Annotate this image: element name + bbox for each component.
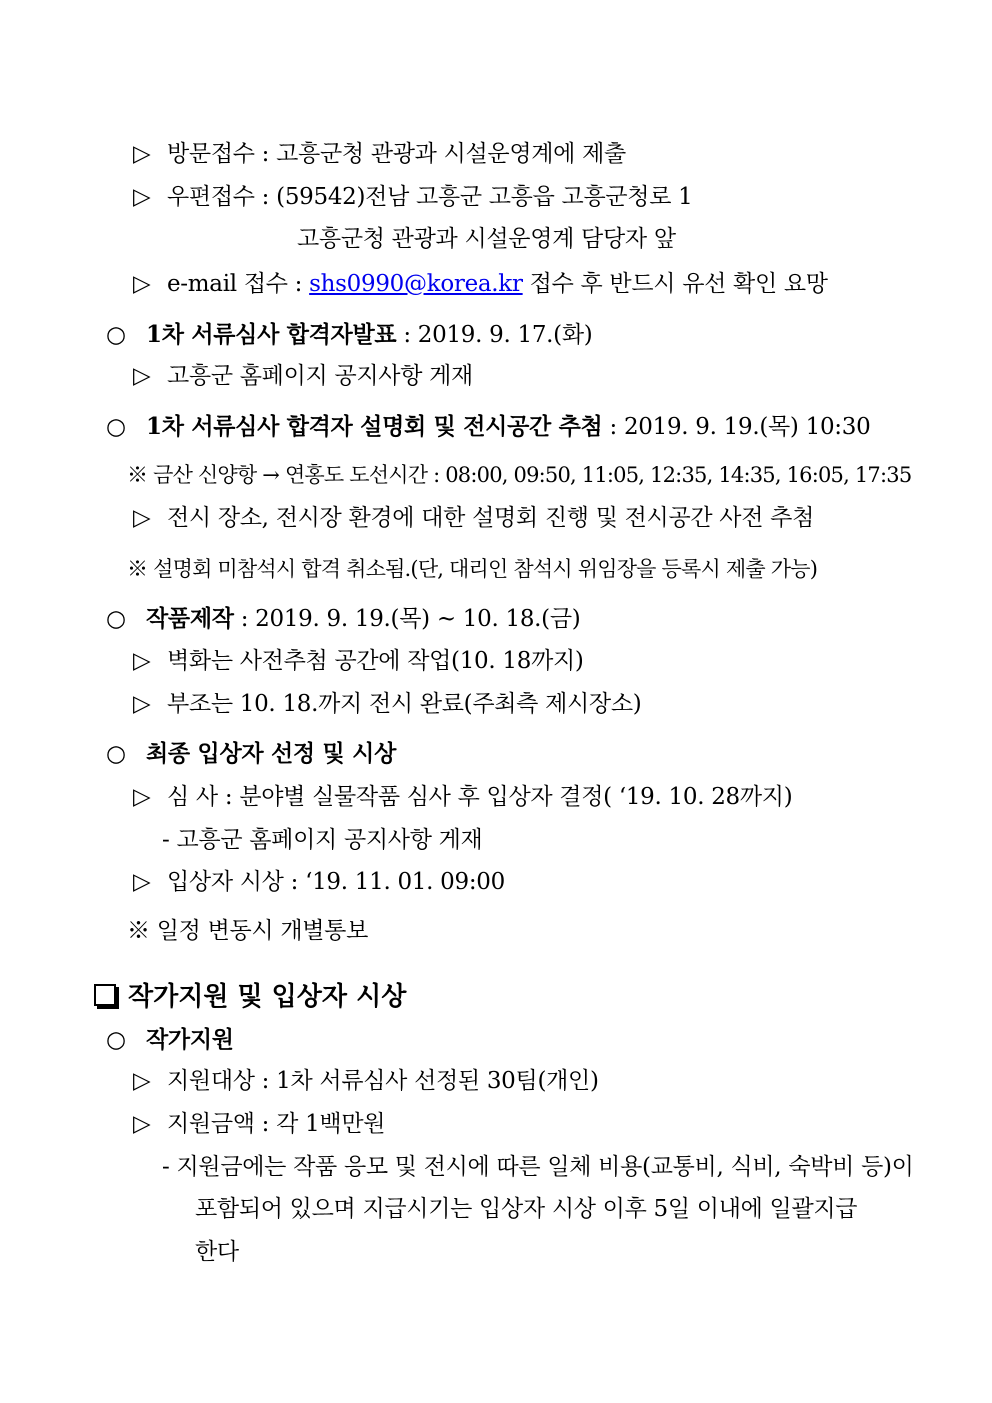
email-link[interactable]: shs0990@korea.kr: [309, 271, 523, 297]
support-amount-text: 지원금액 : 각 1백만원: [167, 1111, 386, 1137]
circle-bullet-icon: ○: [106, 741, 126, 767]
review-text: 심 사 : 분야별 실물작품 심사 후 입상자 결정( ‘19. 10. 28까지): [167, 784, 793, 810]
note-mark-icon: ※: [127, 918, 150, 944]
triangle-bullet-icon: ▷: [133, 1068, 151, 1094]
schedule-note-text: 일정 변동시 개별통보: [156, 918, 369, 944]
checkbox-square-icon: [94, 984, 116, 1006]
relief-line: [133, 689, 641, 719]
visit-submission-line: [133, 139, 626, 169]
triangle-bullet-icon: ▷: [133, 141, 151, 167]
artist-support-heading: [106, 1025, 234, 1055]
first-results-detail: 고흥군 홈페이지 공지사항 게재: [167, 363, 473, 389]
mural-text: 벽화는 사전추첨 공간에 작업(10. 18까지): [167, 648, 584, 674]
schedule-note-line: [127, 916, 368, 946]
support-detail-line-2: 포함되어 있으며 지급시기는 입상자 시상 이후 5일 이내에 일괄지급: [195, 1196, 858, 1222]
circle-bullet-icon: ○: [106, 1027, 126, 1053]
relief-text: 부조는 10. 18.까지 전시 완료(주최측 제시장소): [167, 691, 642, 717]
circle-bullet-icon: ○: [106, 606, 126, 632]
briefing-detail-line: [133, 503, 814, 533]
briefing-detail: 전시 장소, 전시장 환경에 대한 설명회 진행 및 전시공간 사전 추첨: [167, 505, 814, 531]
note-mark-icon: ※: [127, 463, 148, 487]
triangle-bullet-icon: ▷: [133, 691, 151, 717]
first-results-date: : 2019. 9. 17.(화): [396, 322, 593, 348]
support-detail-line-1: [162, 1152, 914, 1182]
email-submission-suffix: 접수 후 반드시 유선 확인 요망: [522, 271, 828, 297]
triangle-bullet-icon: ▷: [133, 505, 151, 531]
note-mark-icon: ※: [127, 557, 148, 581]
triangle-bullet-icon: ▷: [133, 869, 151, 895]
mural-line: [133, 646, 584, 676]
email-submission-line: [133, 269, 828, 299]
triangle-bullet-icon: ▷: [133, 1111, 151, 1137]
support-amount-line: [133, 1109, 385, 1139]
review-line: [133, 782, 792, 812]
dash-bullet-icon: -: [162, 1154, 170, 1180]
support-target-line: [133, 1066, 599, 1096]
production-date: : 2019. 9. 19.(목) ~ 10. 18.(금): [233, 606, 581, 632]
support-detail-text-1: 지원금에는 작품 응모 및 전시에 따른 일체 비용(교통비, 식비, 숙박비 등)이: [176, 1154, 914, 1180]
circle-bullet-icon: ○: [106, 414, 126, 440]
triangle-bullet-icon: ▷: [133, 363, 151, 389]
ferry-note-text: 금산 신양항 → 연홍도 도선시간 : 08:00, 09:50, 11:05, 12:35, 14:35, 16:05, 17:35: [153, 463, 912, 487]
triangle-bullet-icon: ▷: [133, 784, 151, 810]
mail-submission-text: 우편접수 : (59542)전남 고흥군 고흥읍 고흥군청로 1: [167, 184, 693, 210]
first-results-detail-line: [133, 361, 473, 391]
artist-support-title: 작가지원: [146, 1026, 234, 1053]
absence-note-text: 설명회 미참석시 합격 취소됨.(단, 대리인 참석시 위임장을 등록시 제출 가능): [153, 557, 818, 581]
support-detail-line-3: 한다: [195, 1239, 239, 1265]
production-title: 작품제작: [146, 605, 234, 632]
triangle-bullet-icon: ▷: [133, 184, 151, 210]
mail-submission-line: [133, 182, 692, 212]
support-target-text: 지원대상 : 1차 서류심사 선정된 30팀(개인): [167, 1068, 599, 1094]
briefing-heading: [106, 412, 870, 442]
mail-submission-line-2: 고흥군청 관광과 시설운영계 담당자 앞: [297, 226, 676, 252]
briefing-date: : 2019. 9. 19.(목) 10:30: [602, 414, 871, 440]
email-submission-prefix: e-mail 접수 :: [167, 271, 310, 297]
final-heading: [106, 739, 396, 769]
circle-bullet-icon: ○: [106, 322, 126, 348]
triangle-bullet-icon: ▷: [133, 648, 151, 674]
triangle-bullet-icon: ▷: [133, 271, 151, 297]
support-section-title: 작가지원 및 입상자 시상: [128, 982, 407, 1012]
review-sub-line: [162, 825, 482, 855]
award-text: 입상자 시상 : ‘19. 11. 01. 09:00: [167, 869, 505, 895]
first-results-heading: [106, 320, 592, 350]
final-title: 최종 입상자 선정 및 시상: [146, 740, 397, 767]
absence-note-line: [127, 554, 817, 584]
award-line: [133, 867, 505, 897]
first-results-title: 1차 서류심사 합격자발표: [146, 321, 397, 348]
ferry-note-line: [127, 460, 911, 490]
dash-bullet-icon: -: [162, 827, 170, 853]
production-heading: [106, 604, 580, 634]
review-sub-text: 고흥군 홈페이지 공지사항 게재: [176, 827, 483, 853]
briefing-title: 1차 서류심사 합격자 설명회 및 전시공간 추첨: [146, 413, 603, 440]
support-section-heading: [94, 982, 406, 1012]
visit-submission-text: 방문접수 : 고흥군청 관광과 시설운영계에 제출: [167, 141, 626, 167]
